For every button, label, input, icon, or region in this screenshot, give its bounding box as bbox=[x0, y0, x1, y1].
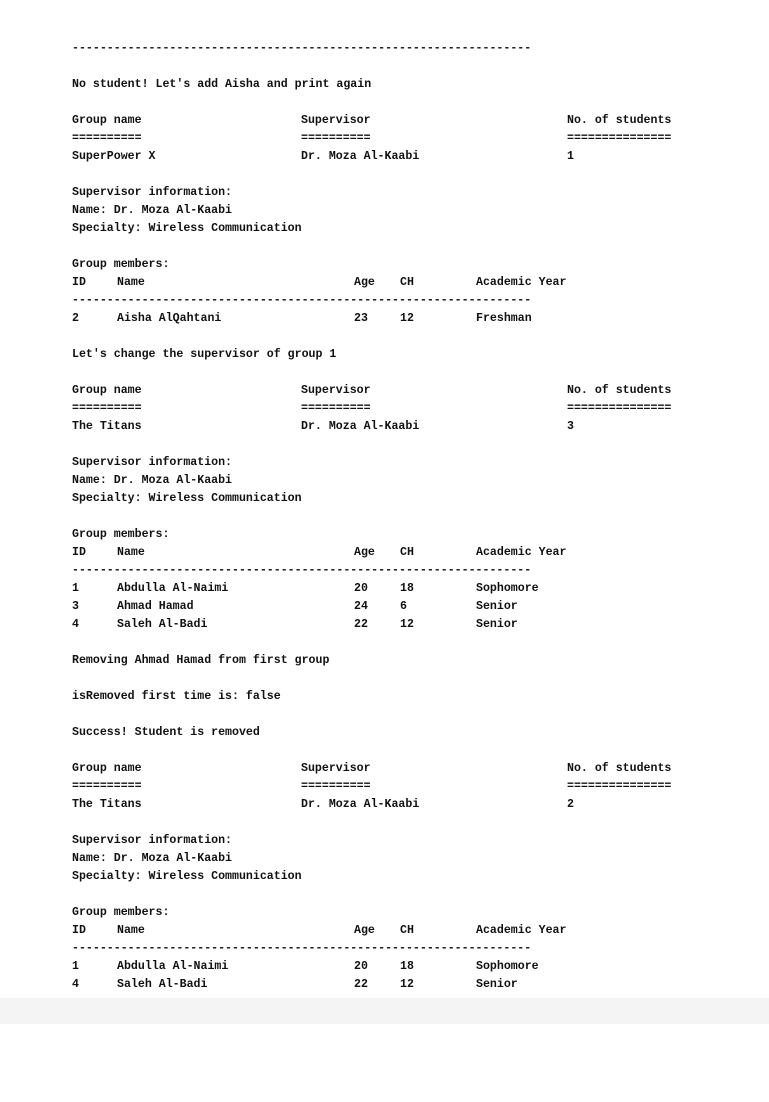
supervisor-name-line: Name: Dr. Moza Al-Kaabi bbox=[72, 474, 233, 487]
member-row: 3 Ahmad Hamad 24 6 Senior bbox=[72, 600, 518, 613]
group-members-heading: Group members: bbox=[72, 528, 170, 541]
members-header-row: ID Name Age CH Academic Year bbox=[72, 924, 567, 937]
divider-line: ------------------------------------------------------------------ bbox=[72, 564, 532, 577]
num-students-value: 3 bbox=[567, 420, 574, 433]
num-students-header: No. of students bbox=[567, 384, 672, 397]
group-members-heading: Group members: bbox=[72, 258, 170, 271]
divider-line: ------------------------------------------------------------------ bbox=[72, 294, 532, 307]
group-underline-row: ========== ========== =============== bbox=[72, 780, 672, 793]
group-name-header: Group name bbox=[72, 114, 142, 127]
group-members-heading: Group members: bbox=[72, 906, 170, 919]
supervisor-specialty-line: Specialty: Wireless Communication bbox=[72, 492, 302, 505]
supervisor-value: Dr. Moza Al-Kaabi bbox=[301, 798, 420, 811]
supervisor-header: Supervisor bbox=[301, 384, 371, 397]
group-header-row bbox=[72, 382, 712, 400]
group-name-value: The Titans bbox=[72, 798, 142, 811]
message-no-student: No student! Let's add Aisha and print again bbox=[72, 78, 372, 91]
group-header-row bbox=[72, 760, 712, 778]
group-name-value: The Titans bbox=[72, 420, 142, 433]
group-underline-row: ========== ========== =============== bbox=[72, 402, 672, 415]
group-name-header: Group name bbox=[72, 762, 142, 775]
divider-line: ------------------------------------------------------------------ bbox=[72, 42, 532, 55]
message-change-supervisor: Let's change the supervisor of group 1 bbox=[72, 348, 337, 361]
group-info-row bbox=[72, 796, 712, 814]
num-students-value: 2 bbox=[567, 798, 574, 811]
group-name-header: Group name bbox=[72, 384, 142, 397]
supervisor-header: Supervisor bbox=[301, 762, 371, 775]
group-info-row bbox=[72, 418, 712, 436]
num-students-header: No. of students bbox=[567, 114, 672, 127]
group-underline-row: ========== ========== =============== bbox=[72, 132, 672, 145]
member-row: 2 Aisha AlQahtani 23 12 Freshman bbox=[72, 312, 532, 325]
message-is-removed: isRemoved first time is: false bbox=[72, 690, 281, 703]
message-removing: Removing Ahmad Hamad from first group bbox=[72, 654, 330, 667]
supervisor-value: Dr. Moza Al-Kaabi bbox=[301, 150, 420, 163]
supervisor-header: Supervisor bbox=[301, 114, 371, 127]
console-output bbox=[72, 40, 712, 994]
group-info-row bbox=[72, 148, 712, 166]
supervisor-info-heading: Supervisor information: bbox=[72, 834, 233, 847]
member-row: 1 Abdulla Al-Naimi 20 18 Sophomore bbox=[72, 960, 539, 973]
members-header-row: ID Name Age CH Academic Year bbox=[72, 546, 567, 559]
supervisor-info-heading: Supervisor information: bbox=[72, 456, 233, 469]
num-students-header: No. of students bbox=[567, 762, 672, 775]
num-students-value: 1 bbox=[567, 150, 574, 163]
supervisor-specialty-line: Specialty: Wireless Communication bbox=[72, 222, 302, 235]
bottom-strip bbox=[0, 998, 769, 1024]
group-name-value: SuperPower X bbox=[72, 150, 156, 163]
supervisor-value: Dr. Moza Al-Kaabi bbox=[301, 420, 420, 433]
member-row: 4 Saleh Al-Badi 22 12 Senior bbox=[72, 978, 518, 991]
member-row: 1 Abdulla Al-Naimi 20 18 Sophomore bbox=[72, 582, 539, 595]
group-header-row bbox=[72, 112, 712, 130]
supervisor-name-line: Name: Dr. Moza Al-Kaabi bbox=[72, 852, 233, 865]
divider-line: ------------------------------------------------------------------ bbox=[72, 942, 532, 955]
member-row: 4 Saleh Al-Badi 22 12 Senior bbox=[72, 618, 518, 631]
supervisor-name-line: Name: Dr. Moza Al-Kaabi bbox=[72, 204, 233, 217]
supervisor-specialty-line: Specialty: Wireless Communication bbox=[72, 870, 302, 883]
members-header-row: ID Name Age CH Academic Year bbox=[72, 276, 567, 289]
supervisor-info-heading: Supervisor information: bbox=[72, 186, 233, 199]
message-success: Success! Student is removed bbox=[72, 726, 260, 739]
